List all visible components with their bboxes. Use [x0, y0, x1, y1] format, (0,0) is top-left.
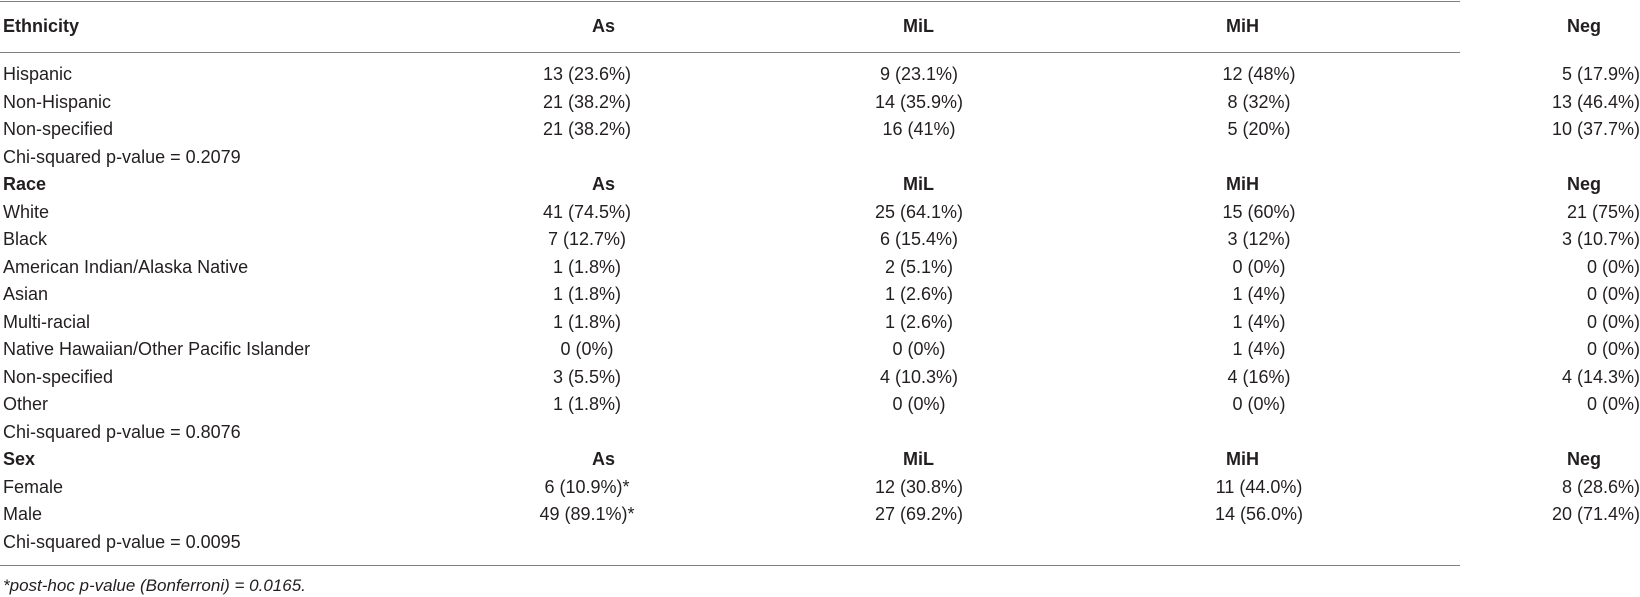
header-col-mil: MiL — [903, 16, 934, 36]
cell-neg: 4 (14.3%) — [1561, 366, 1640, 387]
table-row — [0, 474, 1630, 502]
group-col-neg: Neg — [1566, 449, 1601, 469]
row-label: Other — [3, 394, 49, 414]
row-label: Native Hawaiian/Other Pacific Islander — [3, 339, 311, 359]
cell-mil: 9 (23.1%) — [879, 64, 959, 84]
cell-neg: 13 (46.4%) — [1551, 91, 1640, 112]
group-col-mih: MiH — [1226, 174, 1259, 194]
table-row — [0, 89, 1630, 117]
cell-mil: 12 (30.8%) — [874, 476, 964, 497]
group-label-race: Race — [3, 174, 47, 194]
pvalue-row — [0, 529, 1630, 557]
spacer-row — [0, 53, 1630, 61]
table-row — [0, 254, 1630, 282]
header-col-mih: MiH — [1226, 16, 1259, 36]
cell-neg: 5 (17.9%) — [1561, 64, 1640, 84]
cell-as: 3 (5.5%) — [552, 366, 622, 387]
cell-mih: 15 (60%) — [1222, 201, 1296, 222]
row-label: Female — [3, 476, 64, 497]
group-col-as: As — [591, 174, 615, 194]
cell-mil: 0 (0%) — [892, 394, 946, 414]
group-header-row — [0, 446, 1630, 474]
table-row — [0, 281, 1630, 309]
table-row — [0, 199, 1630, 227]
table-header-row — [0, 0, 1630, 53]
cell-neg: 10 (37.7%) — [1551, 119, 1640, 139]
row-label: Non-specified — [3, 119, 114, 139]
row-label: American Indian/Alaska Native — [3, 256, 249, 277]
cell-as: 7 (12.7%) — [547, 229, 627, 249]
cell-mih: 11 (44.0%) — [1215, 476, 1303, 497]
cell-mih: 8 (32%) — [1227, 91, 1291, 112]
cell-mih: 4 (16%) — [1227, 366, 1291, 387]
cell-neg: 0 (0%) — [1586, 256, 1640, 277]
cell-neg: 20 (71.4%) — [1551, 504, 1640, 524]
pvalue-ethnicity: Chi-squared p-value = 0.2079 — [3, 146, 241, 167]
cell-as: 41 (74.5%) — [542, 201, 632, 222]
cell-mih: 0 (0%) — [1232, 394, 1286, 414]
cell-mil: 16 (41%) — [882, 119, 956, 139]
table-row — [0, 61, 1630, 89]
cell-mil: 2 (5.1%) — [884, 256, 954, 277]
cell-as: 1 (1.8%) — [552, 284, 622, 304]
cell-as: 13 (23.6%) — [542, 64, 632, 84]
table-row — [0, 336, 1630, 364]
row-label: Non-specified — [3, 366, 114, 387]
pvalue-sex: Chi-squared p-value = 0.0095 — [3, 531, 241, 552]
header-col-neg: Neg — [1566, 16, 1601, 36]
cell-mil: 1 (2.6%) — [884, 284, 954, 304]
group-label-sex: Sex — [3, 449, 36, 469]
cell-neg: 0 (0%) — [1586, 394, 1640, 414]
cell-mil: 0 (0%) — [892, 339, 946, 359]
group-col-mih: MiH — [1226, 449, 1259, 469]
cell-neg: 3 (10.7%) — [1561, 229, 1640, 249]
cell-mil: 1 (2.6%) — [884, 311, 954, 332]
row-label: Black — [3, 229, 48, 249]
cell-mih: 5 (20%) — [1227, 119, 1291, 139]
cell-mih: 0 (0%) — [1232, 256, 1286, 277]
table-row — [0, 226, 1630, 254]
table-row — [0, 501, 1630, 529]
cell-neg: 0 (0%) — [1586, 311, 1640, 332]
cell-as: 0 (0%) — [560, 339, 614, 359]
cell-neg: 21 (75%) — [1566, 201, 1640, 222]
cell-as: 1 (1.8%) — [552, 256, 622, 277]
table-row — [0, 364, 1630, 392]
table-row — [0, 116, 1630, 144]
cell-as: 6 (10.9%)* — [544, 476, 630, 497]
cell-as: 21 (38.2%) — [542, 119, 632, 139]
pvalue-row — [0, 144, 1630, 172]
cell-mih: 1 (4%) — [1232, 311, 1286, 332]
row-label: Asian — [3, 284, 49, 304]
bottom-rule — [0, 565, 1460, 566]
group-col-mil: MiL — [903, 449, 934, 469]
cell-mih: 12 (48%) — [1222, 64, 1296, 84]
cell-mih: 1 (4%) — [1232, 284, 1286, 304]
row-label: Hispanic — [3, 64, 73, 84]
cell-neg: 0 (0%) — [1586, 339, 1640, 359]
cell-mih: 3 (12%) — [1227, 229, 1291, 249]
cell-mih: 14 (56.0%) — [1214, 504, 1304, 524]
table-footnote: *post-hoc p-value (Bonferroni) = 0.0165. — [3, 576, 306, 595]
pvalue-race: Chi-squared p-value = 0.8076 — [3, 421, 241, 442]
cell-mil: 25 (64.1%) — [874, 201, 964, 222]
row-label: White — [3, 201, 50, 222]
table-row — [0, 309, 1630, 337]
pvalue-row — [0, 419, 1630, 447]
group-col-as: As — [591, 449, 615, 469]
cell-mil: 6 (15.4%) — [879, 229, 959, 249]
cell-as: 21 (38.2%) — [542, 91, 632, 112]
row-label: Multi-racial — [3, 311, 91, 332]
cell-as: 1 (1.8%) — [552, 311, 622, 332]
row-label: Male — [3, 504, 43, 524]
cell-mil: 4 (10.3%) — [879, 366, 959, 387]
cell-as: 49 (89.1%)* — [539, 504, 635, 524]
group-header-row — [0, 171, 1630, 199]
row-label: Non-Hispanic — [3, 91, 112, 112]
cell-neg: 8 (28.6%) — [1561, 476, 1640, 497]
cell-mil: 14 (35.9%) — [874, 91, 964, 112]
cell-as: 1 (1.8%) — [552, 394, 622, 414]
table-row — [0, 391, 1630, 419]
header-col-as: As — [591, 16, 615, 36]
cell-mih: 1 (4%) — [1232, 339, 1286, 359]
header-label: Ethnicity — [3, 16, 80, 36]
group-col-mil: MiL — [903, 174, 934, 194]
group-col-neg: Neg — [1566, 174, 1601, 194]
cell-neg: 0 (0%) — [1586, 284, 1640, 304]
cell-mil: 27 (69.2%) — [874, 504, 964, 524]
